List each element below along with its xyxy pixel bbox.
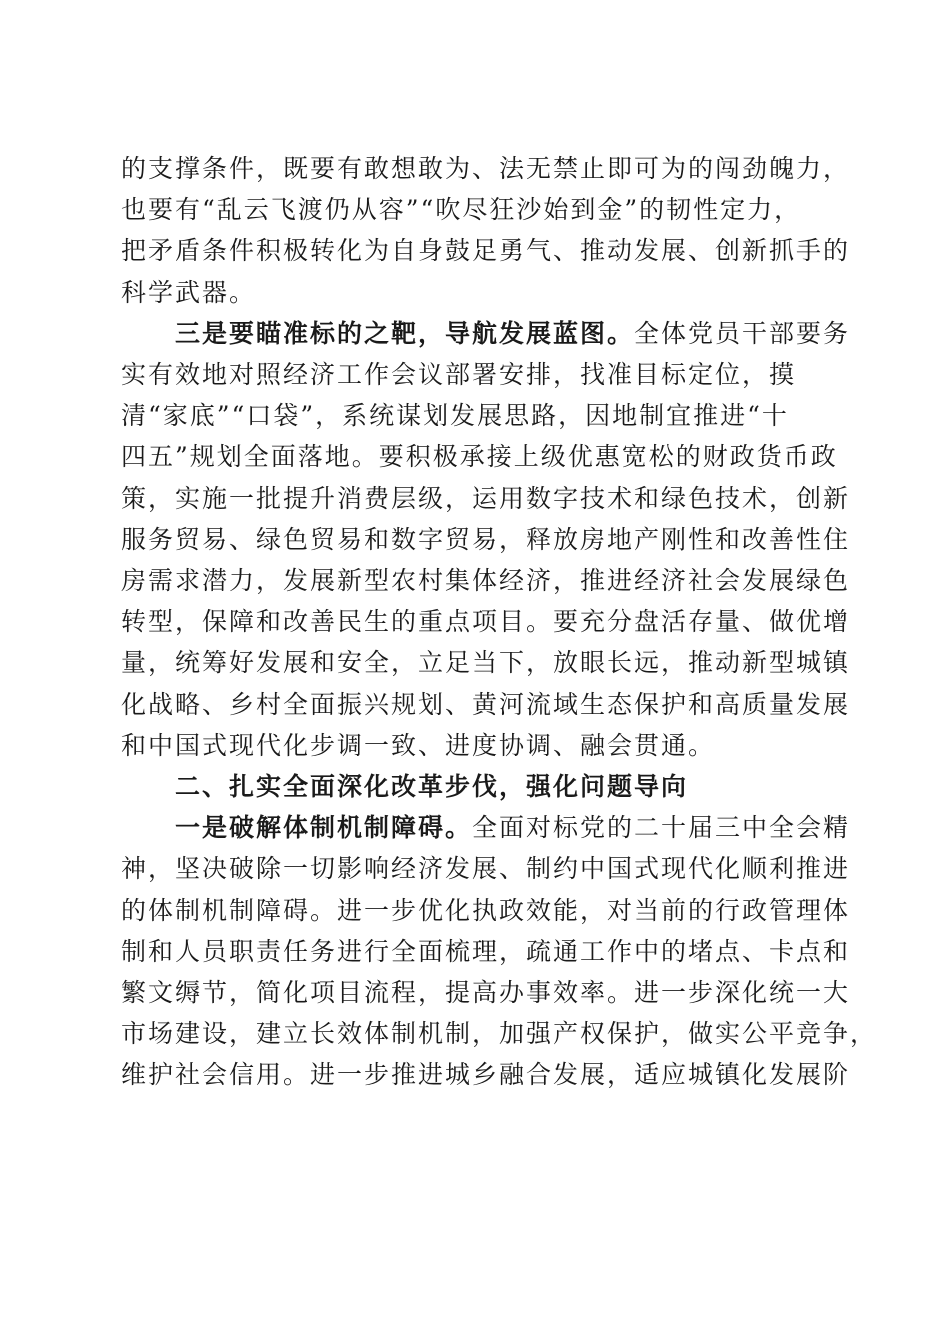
text-line: 房需求潜力，发展新型农村集体经济，推进经济社会发展绿色 (121, 566, 851, 596)
paragraph-first-line-rest: 全体党员干部要务 (634, 318, 851, 348)
document-body (121, 148, 878, 1096)
paragraph-reform-barriers (121, 807, 878, 1095)
text-line: 清“家底”“口袋”，系统谋划发展思路，因地制宜推进“十 (121, 401, 789, 431)
text-line: 市场建设，建立长效体制机制，加强产权保护，做实公平竞争， (121, 1019, 878, 1049)
text-line: 四五”规划全面落地。要积极承接上级优惠宽松的财政货币政 (121, 442, 838, 472)
paragraph-first-line-rest: 全面对标党的二十届三中全会精 (472, 813, 851, 843)
text-line: 转型，保障和改善民生的重点项目。要充分盘活存量、做优增 (121, 607, 851, 637)
paragraph-aim-target (121, 313, 851, 766)
text-line: 服务贸易、绿色贸易和数字贸易，释放房地产刚性和改善性住 (121, 524, 851, 554)
text-line: 维护社会信用。进一步推进城乡融合发展，适应城镇化发展阶 (121, 1060, 851, 1090)
text-line: 策，实施一批提升消费层级，运用数字技术和绿色技术，创新 (121, 483, 851, 513)
paragraph-lead-text: 一是破解体制机制障碍。 (175, 813, 473, 843)
paragraph-lead-text: 三是要瞄准标的之靶，导航发展蓝图。 (175, 318, 635, 348)
paragraph-first-line (121, 313, 851, 354)
text-line: 量，统筹好发展和安全，立足当下，放眼长远，推动新型城镇 (121, 648, 851, 678)
text-line: 实有效地对照经济工作会议部署安排，找准目标定位，摸 (121, 360, 797, 390)
text-line: 把矛盾条件积极转化为自身鼓足勇气、推动发展、创新抓手的 (121, 236, 851, 266)
text-line: 和中国式现代化步调一致、进度协调、融会贯通。 (121, 730, 716, 760)
text-line: 制和人员职责任务进行全面梳理，疏通工作中的堵点、卡点和 (121, 936, 851, 966)
text-line: 科学武器。 (121, 277, 257, 307)
paragraph-first-line (121, 807, 851, 848)
text-line: 的体制机制障碍。进一步优化执政效能，对当前的行政管理体 (121, 895, 851, 925)
section-heading: 二、扎实全面深化改革步伐，强化问题导向 (175, 772, 689, 802)
text-line: 神，坚决破除一切影响经济发展、制约中国式现代化顺利推进 (121, 854, 851, 884)
text-line: 也要有“乱云飞渡仍从容”“吹尽狂沙始到金”的韧性定力， (121, 195, 802, 225)
text-line: 化战略、乡村全面振兴规划、黄河流域生态保护和高质量发展 (121, 689, 851, 719)
text-line: 繁文缛节，简化项目流程，提高办事效率。进一步深化统一大 (121, 978, 851, 1008)
paragraph-continuation (121, 148, 851, 313)
text-line: 的支撑条件，既要有敢想敢为、法无禁止即可为的闯劲魄力， (121, 154, 851, 183)
